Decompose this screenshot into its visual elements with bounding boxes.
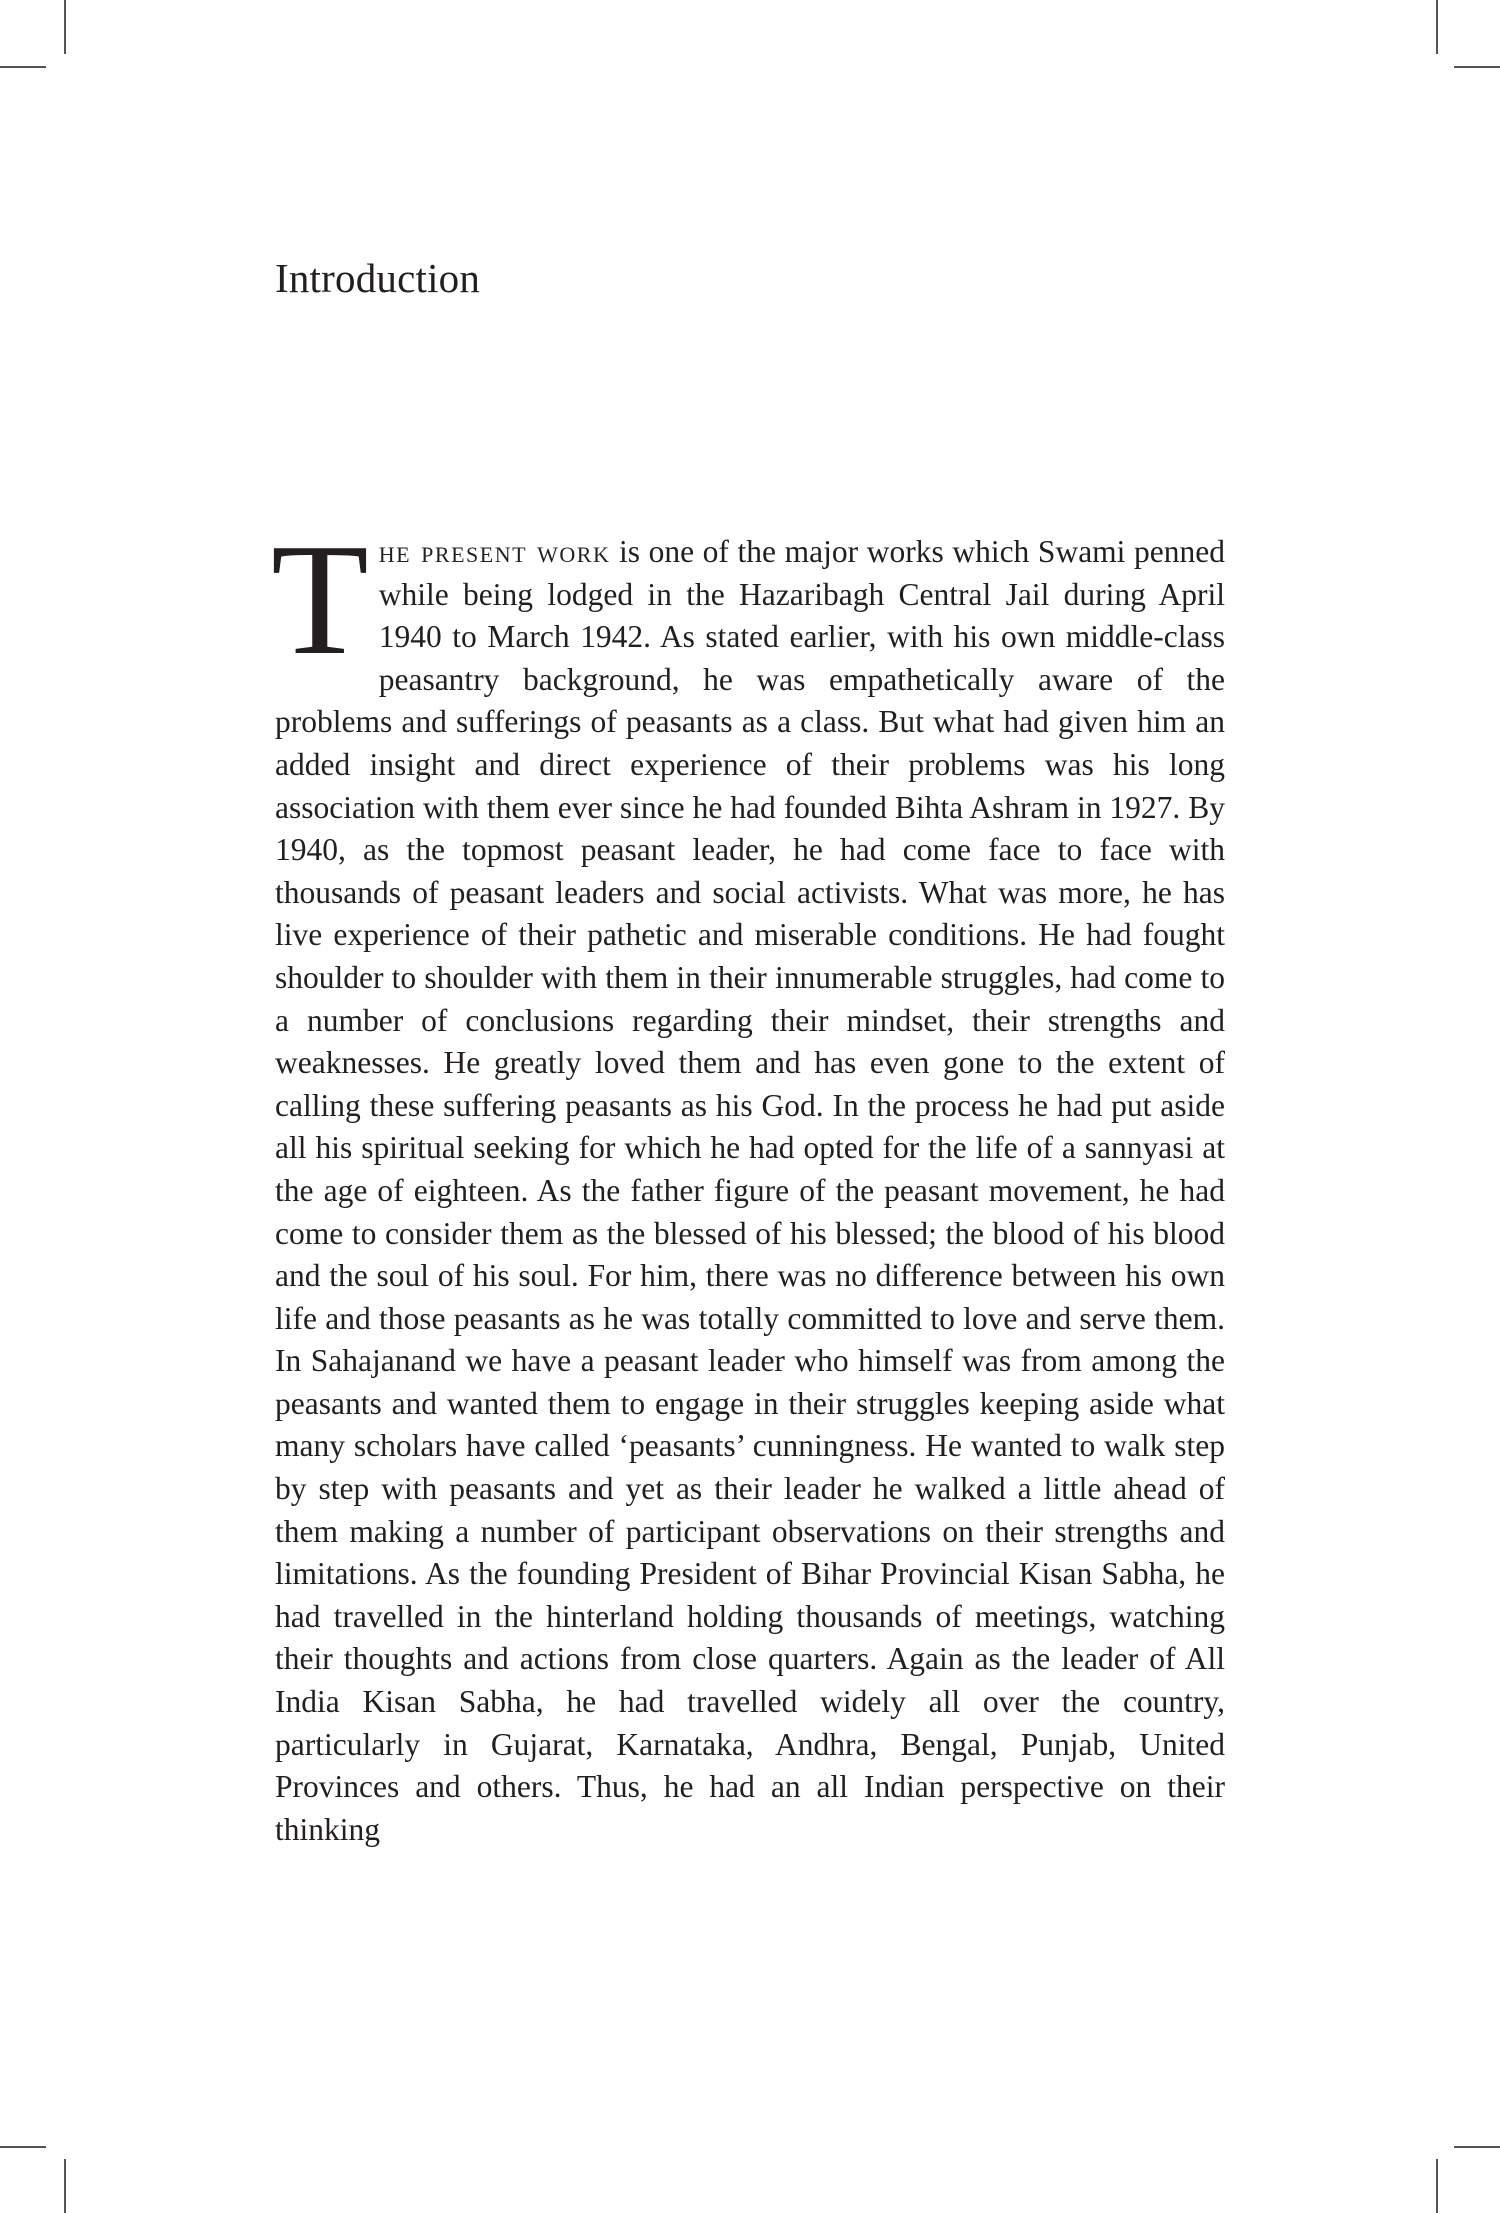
crop-mark-top-right <box>1436 0 1438 54</box>
lead-in-small-caps: he present work <box>378 534 611 569</box>
drop-cap: T <box>271 510 369 688</box>
crop-mark-top-left <box>64 0 66 54</box>
crop-mark-bottom-left-h <box>0 2146 46 2148</box>
crop-mark-bottom-right <box>1436 2159 1438 2213</box>
body-paragraph <box>271 510 1225 1851</box>
crop-mark-bottom-left <box>64 2159 66 2213</box>
crop-mark-top-left-h <box>0 66 46 68</box>
crop-mark-top-right-h <box>1454 66 1500 68</box>
paragraph-text: is one of the major works which Swami penned while being lodged in the Hazaribagh Central Jail during April 1940 to March 1942. As stated earlier, with his own middle-class peasantry background, he was empathetically aware of the problems and sufferings of peasants as a class. But what had given him an added insight and direct experience of their problems was his long association with them ever since he had founded Bihta Ashram in 1927. By 1940, as the topmost peasant leader, he had come face to face with thousands of peasant leaders and social activists. What was more, he has live experience of their pathetic and miserable conditions. He had fought shoulder to shoulder with them in their innumerable struggles, had come to a number of conclusions regarding their mindset, their strengths and weaknesses. He greatly loved them and has even gone to the extent of calling these suffering peasants as his God. In the process he had put aside all his spiritual seeking for which he had opted for the life of a sannyasi at the age of eighteen. As the father figure of the peasant movement, he had come to consider them as the blessed of his blessed; the blood of his blood and the soul of his soul. For him, there was no difference between his own life and those peasants as he was totally committed to love and serve them. In Sahajanand we have a peasant leader who himself was from among the peasants and wanted them to engage in their struggles keeping aside what many scholars have called ‘peasants’ cunningness. He wanted to walk step by step with peasants and yet as their leader he walked a little ahead of them making a number of participant observations on their strengths and limitations. As the founding President of Bihar Provincial Kisan Sabha, he had travelled in the hinterland holding thousands of meetings, watching their thoughts and actions from close quarters. Again as the leader of All India Kisan Sabha, he had travelled widely all over the country, particularly in Gujarat, Karnataka, Andhra, Bengal, Punjab, United Provinces and others. Thus, he had an all Indian perspective on their thinking <box>275 534 1225 1847</box>
chapter-title: Introduction <box>275 255 481 301</box>
crop-mark-bottom-right-h <box>1454 2146 1500 2148</box>
